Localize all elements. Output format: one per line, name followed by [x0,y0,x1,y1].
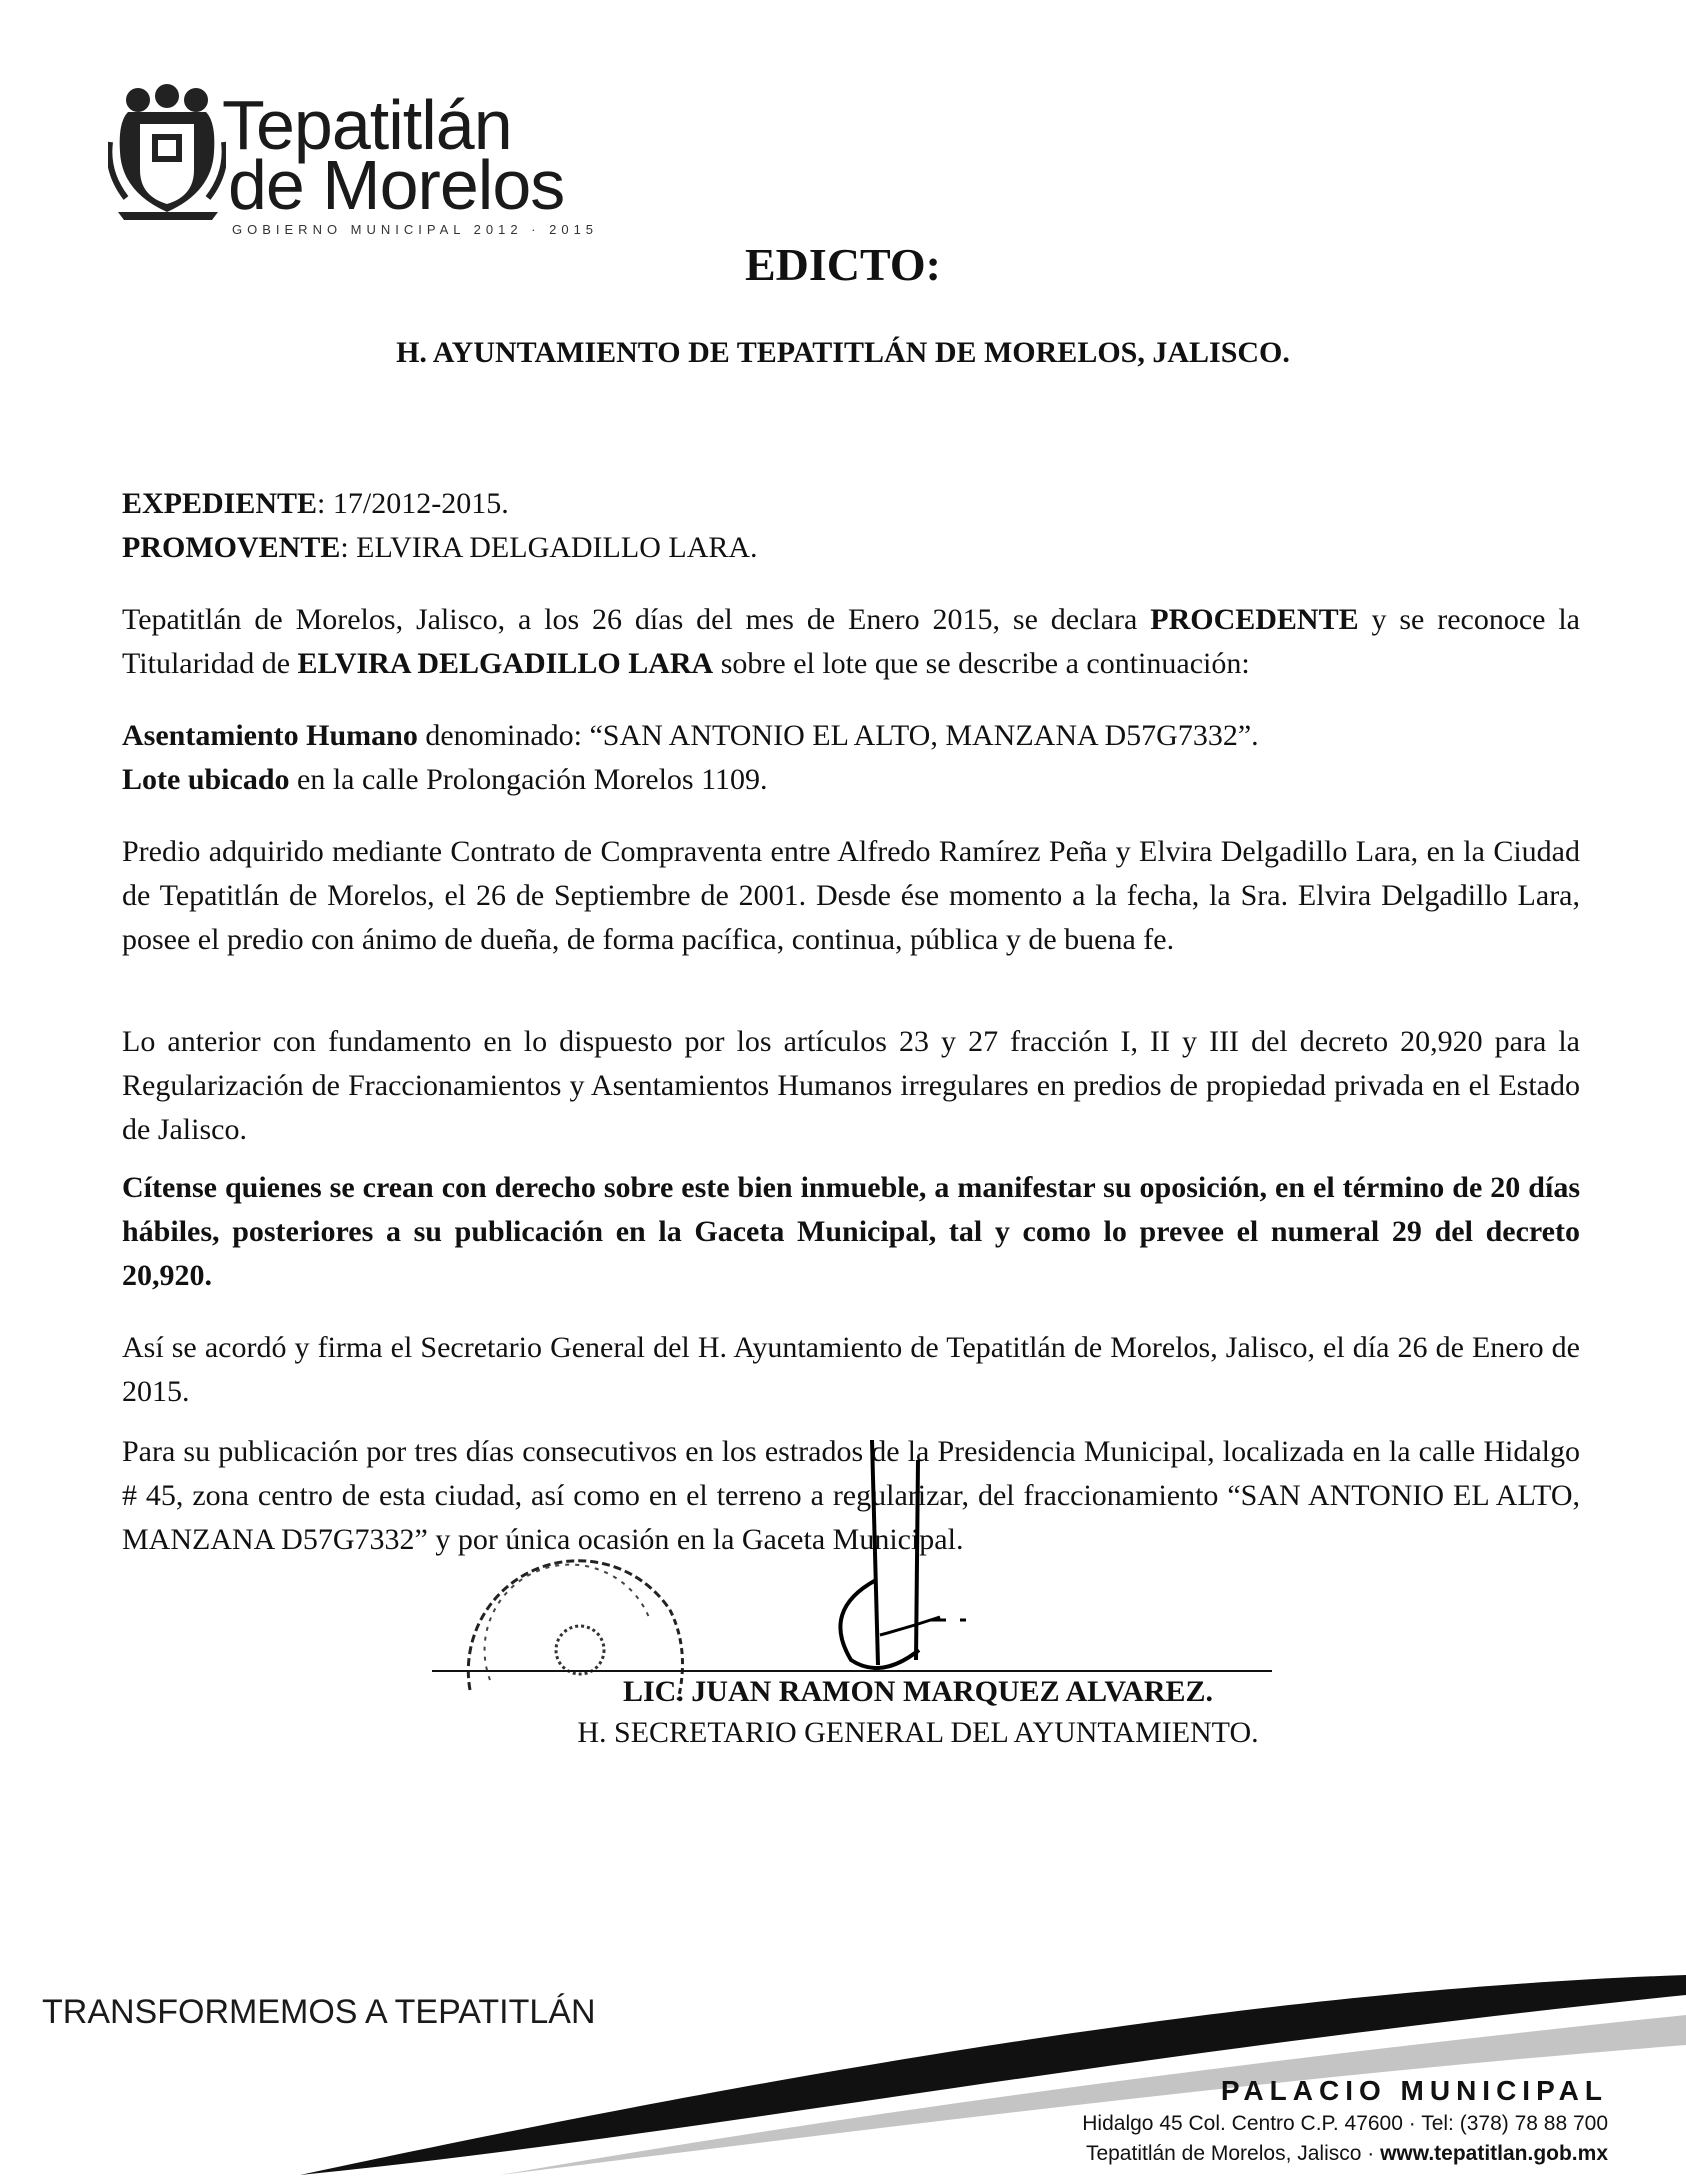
footer-palacio: PALACIO MUNICIPAL [1220,2075,1608,2106]
footer-city: Tepatitlán de Morelos, Jalisco · [1085,2142,1381,2165]
logo-text-line2: de Morelos [228,146,565,224]
lote-label: Lote ubicado [122,763,290,796]
property-info [122,714,1580,802]
coat-of-arms-icon [108,82,226,222]
footer-address-line2 [1086,2142,1608,2166]
lote-line [122,758,1580,802]
promovente-label: PROMOVENTE [122,531,341,564]
expediente-value: : 17/2012-2015. [317,487,509,520]
asentamiento-line [122,714,1580,758]
footer-address-line1: Hidalgo 45 Col. Centro C.P. 47600 · Tel: (378) 78 88 700 [1082,2112,1608,2135]
signer-name: LIC. JUAN RAMON MARQUEZ ALVAREZ. [622,1675,1214,1708]
case-info [122,482,1580,570]
handwritten-signature [820,1430,1020,1670]
paragraph-summons: Cítense quienes se crean con derecho sobre este bien inmueble, a manifestar su oposición, en el término de 20 días hábiles, posteriores a su publicación en la Gaceta Municipal, tal y como lo prevee el numeral 29 del decreto 20,920. [122,1171,1580,1292]
declaration-text-e: sobre el lote que se describe a continuación: [713,647,1250,680]
declaration-owner: ELVIRA DELGADILLO LARA [297,647,714,680]
document-subtitle: H. AYUNTAMIENTO DE TEPATITLÁN DE MORELOS, JALISCO. [396,336,1290,369]
declaration-procedente: PROCEDENTE [1150,603,1359,636]
asentamiento-text: denominado: “SAN ANTONIO EL ALTO, MANZANA D57G7332”. [417,719,1259,752]
paragraph-acquisition: Predio adquirido mediante Contrato de Compraventa entre Alfredo Ramírez Peña y Elvira Delgadillo Lara, en la Ciudad de Tepatitlán de Morelos, el 26 de Septiembre de 2001. Desde ése momento a la fecha, la Sra. Elvira Delgadillo Lara, posee el predio con ánimo de dueña, de forma pacífica, continua, pública y de buena fe. [122,835,1580,956]
paragraph-declaration [122,598,1580,686]
lote-text: en la calle Prolongación Morelos 1109. [289,763,768,796]
signature-line [432,1670,1272,1672]
paragraph-agreement: Así se acordó y firma el Secretario General del H. Ayuntamiento de Tepatitlán de Morelos, Jalisco, el día 26 de Enero de 2015. [122,1331,1580,1408]
signer-title: H. SECRETARIO GENERAL DEL AYUNTAMIENTO. [577,1716,1259,1749]
promovente-value: : ELVIRA DELGADILLO LARA. [340,531,758,564]
expediente-label: EXPEDIENTE [122,487,318,520]
declaration-text-c: y se reconoce la Titularidad de [122,603,1580,680]
promovente-line [122,526,1580,570]
logo-subtitle: GOBIERNO MUNICIPAL 2012 · 2015 [232,222,599,237]
municipal-logo [100,72,599,242]
expediente-line [122,482,1580,526]
document-title: EDICTO: [745,239,941,290]
asentamiento-label: Asentamiento Humano [122,719,418,752]
declaration-text-a: Tepatitlán de Morelos, Jalisco, a los 26 días del mes de Enero 2015, se declara [122,603,1151,636]
footer-website-link[interactable]: www.tepatitlan.gob.mx [1380,2142,1608,2165]
paragraph-legal-basis: Lo anterior con fundamento en lo dispuesto por los artículos 23 y 27 fracción I, II y III del decreto 20,920 para la Regularización de Fraccionamientos y Asentamientos Humanos irregulares en predios de propiedad privada en el Estado de Jalisco. [122,1025,1580,1146]
paragraph-publication: Para su publicación por tres días consecutivos en los estrados de la Presidencia Municipal, localizada en la calle Hidalgo # 45, zona centro de esta ciudad, así como en el terreno a regularizar, del fraccionamiento “SAN ANTONIO EL ALTO, MANZANA D57G7332” y por única ocasión en la Gaceta Municipal. [122,1435,1580,1556]
logo-text-line1: Tepatitlán [222,86,512,164]
footer-slogan: TRANSFORMEMOS A TEPATITLÁN [42,1993,596,2031]
